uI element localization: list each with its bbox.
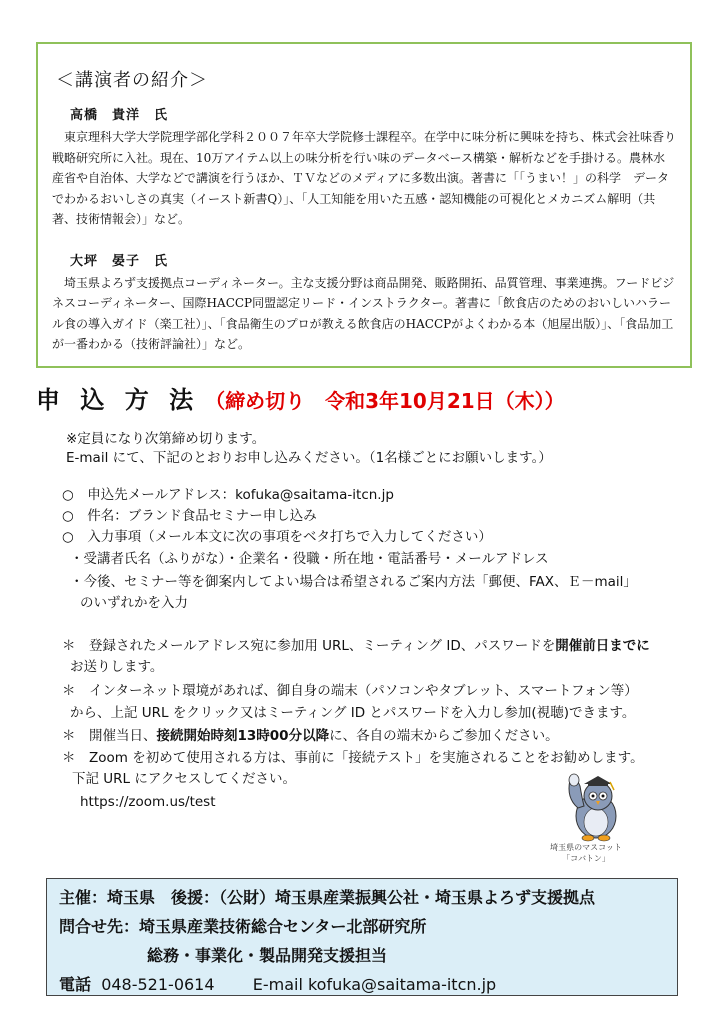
note-registration-text: ＊ 登録されたメールアドレス宛に参加用 URL、ミーティング ID、パスワードを — [62, 638, 556, 654]
note-registration — [62, 637, 650, 655]
phone-label: 電話 — [59, 975, 92, 994]
apply-note-email: E-mail にて、下記のとおりお申し込みください。（1名様ごとにお願いします。） — [66, 450, 552, 466]
speaker-name-1: 高橋 貴洋 氏 — [70, 108, 169, 123]
apply-deadline: （締め切り 令和3年10月21日（木）） — [205, 389, 565, 413]
apply-item-address: ○ 申込先メールアドレス：kofuka@saitama-itcn.jp — [62, 487, 394, 503]
apply-item-subject: ○ 件名：ブランド食品セミナー申し込み — [62, 508, 317, 524]
note-zoom: ＊ Zoom を初めて使用される方は、事前に「接続テスト」を実施されることをお勧めします。 — [62, 750, 644, 766]
note-event-day-text-2: に、各自の端末からご参加ください。 — [329, 728, 559, 744]
department-line: 総務・事業化・製品開発支援担当 — [147, 946, 388, 965]
phone-number: 048-521-0614 — [101, 975, 215, 994]
note-event-day-text: ＊ 開催当日、 — [62, 728, 157, 744]
mascot-caption — [536, 842, 636, 864]
speaker-bio-2: 埼玉県よろず支援拠点コーディネーター。主な支援分野は商品開発、販路開拓、品質管理、事業連携。フードビジネスコーディネーター、国際HACCP同盟認定リード・インストラクター。著書に「飲食店のためのおいしいハラール食の導入ガイド（楽工社）」、「食品衛生のプロが教える飲食店のHACCPがよくわかる本（旭屋出版）」、「食品加工が一番わかる（技術評論社）」など。 — [52, 275, 675, 351]
apply-note-capacity: ※定員になり次第締め切ります。 — [66, 431, 266, 447]
apply-item-fields: ○ 入力事項（メール本文に次の事項をベタ打ちで入力してください） — [62, 529, 492, 545]
kobaton-mascot-icon — [548, 768, 632, 842]
note-registration-2: お送りします。 — [70, 659, 164, 675]
note-event-day-bold: 接続開始時刻13時00分以降 — [156, 728, 330, 744]
speaker-bio-1: 東京理科大学大学院理学部化学科２００７年卒大学院修士課程卒。在学中に味分析に興味を持ち、株式会社味香り戦略研究所に入社。現在、10万アイテム以上の味分析を行い味のデータベース構築・解析などを手掛ける。農林水産省や自治体、大学などで講演を行うほか、ＴＶなどのメディアに多数出演。著書に「「うまい！」の科学 データでわかるおいしさの真実（イースト新書Q）」、「人工知能を用いた五感・認知機能の可視化とメカニズム解明（共著、技術情報会）」など。 — [52, 130, 677, 226]
speaker-name-2: 大坪 晏子 氏 — [70, 253, 169, 269]
apply-sub-contact-method: ・今後、セミナー等を御案内してよい場合は希望されるご案内方法「郵便、FAX、Ｅ－mail」 — [70, 574, 637, 590]
apply-sub-fields: ・受講者氏名（ふりがな）・企業名・役職・所在地・電話番号・メールアドレス — [70, 551, 549, 567]
mascot-caption-1: 埼玉県のマスコット — [550, 843, 622, 852]
contact-line: 問合せ先：埼玉県産業技術総合センター北部研究所 — [59, 917, 427, 936]
apply-sub-contact-method-2: のいずれかを入力 — [80, 595, 188, 611]
organizer-contact-box — [46, 878, 678, 996]
contact-email[interactable]: E-mail kofuka@saitama-itcn.jp — [252, 975, 497, 994]
mascot-caption-2: 「コバトン」 — [562, 854, 610, 863]
apply-title: 申 込 方 法 — [36, 386, 200, 414]
phone-email-line — [59, 970, 665, 999]
note-zoom-2: 下記 URL にアクセスしてください。 — [72, 771, 296, 787]
organizer-line: 主催：埼玉県 後援：（公財）埼玉県産業振興公社・埼玉県よろず支援拠点 — [59, 888, 596, 907]
speaker-intro-heading: ＜講演者の紹介＞ — [56, 70, 208, 91]
zoom-test-url[interactable]: https://zoom.us/test — [80, 794, 216, 810]
note-event-day — [62, 727, 559, 745]
note-internet-2: から、上記 URL をクリック又はミーティング ID とパスワードを入力し参加(視聴)できます。 — [70, 705, 636, 721]
note-registration-bold: 開催前日までに — [555, 638, 650, 654]
apply-section-title — [36, 380, 706, 415]
speaker-intro-box — [36, 42, 692, 368]
note-internet: ＊ インターネット環境があれば、御自身の端末（パソコンやタブレット、スマートフォン等） — [62, 683, 638, 699]
